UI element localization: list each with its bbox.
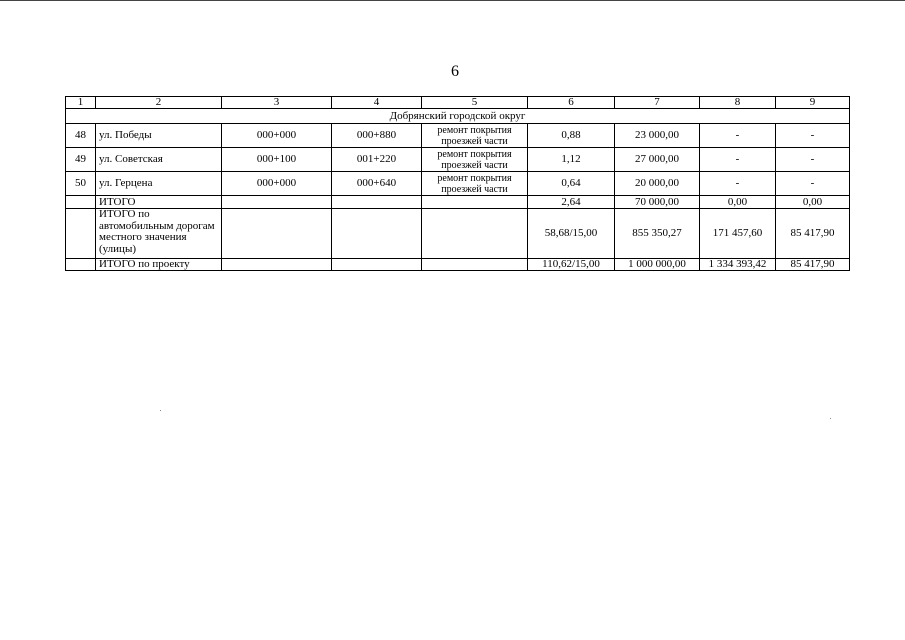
amount-value: 20 000,00	[615, 172, 700, 196]
empty-cell	[332, 209, 422, 259]
empty-cell	[222, 259, 332, 271]
length-value: 0,64	[528, 172, 615, 196]
total-roads-length: 58,68/15,00	[528, 209, 615, 259]
end-km: 000+640	[332, 172, 422, 196]
total-project-amount: 1 000 000,00	[615, 259, 700, 271]
column-number: 7	[615, 97, 700, 109]
row-number: 50	[66, 172, 96, 196]
column-number: 9	[776, 97, 850, 109]
column-number: 5	[422, 97, 528, 109]
table-row	[66, 172, 850, 196]
row-number: 49	[66, 148, 96, 172]
total-roads-row	[66, 209, 850, 259]
column-number: 6	[528, 97, 615, 109]
col8-value: -	[700, 172, 776, 196]
total-project-label: ИТОГО по проекту	[96, 259, 222, 271]
top-edge-rule	[0, 0, 905, 1]
empty-cell	[332, 259, 422, 271]
start-km: 000+000	[222, 172, 332, 196]
street-name: ул. Герцена	[96, 172, 222, 196]
empty-cell	[422, 209, 528, 259]
total-project-col8: 1 334 393,42	[700, 259, 776, 271]
total-label: ИТОГО	[96, 196, 222, 209]
col8-value: -	[700, 124, 776, 148]
section-title: Добрянский городской округ	[66, 109, 850, 124]
empty-cell	[66, 209, 96, 259]
work-type: ремонт покрытия проезжей части	[422, 172, 528, 196]
scan-speck	[160, 410, 161, 411]
road-works-table	[65, 96, 850, 271]
column-number: 8	[700, 97, 776, 109]
total-roads-label: ИТОГО по автомобильным дорогам местного значения (улицы)	[96, 209, 222, 259]
column-number: 1	[66, 97, 96, 109]
total-col8: 0,00	[700, 196, 776, 209]
col9-value: -	[776, 148, 850, 172]
empty-cell	[422, 259, 528, 271]
end-km: 001+220	[332, 148, 422, 172]
empty-cell	[422, 196, 528, 209]
col8-value: -	[700, 148, 776, 172]
section-title-row	[66, 109, 850, 124]
table-row	[66, 148, 850, 172]
street-name: ул. Советская	[96, 148, 222, 172]
empty-cell	[66, 196, 96, 209]
empty-cell	[66, 259, 96, 271]
empty-cell	[222, 196, 332, 209]
page-number: 6	[451, 63, 459, 80]
scan-speck	[830, 418, 831, 419]
amount-value: 27 000,00	[615, 148, 700, 172]
total-project-col9: 85 417,90	[776, 259, 850, 271]
total-row	[66, 196, 850, 209]
total-roads-amount: 855 350,27	[615, 209, 700, 259]
street-name: ул. Победы	[96, 124, 222, 148]
total-project-row	[66, 259, 850, 271]
table-row	[66, 124, 850, 148]
total-col9: 0,00	[776, 196, 850, 209]
total-amount: 70 000,00	[615, 196, 700, 209]
amount-value: 23 000,00	[615, 124, 700, 148]
empty-cell	[332, 196, 422, 209]
total-roads-col9: 85 417,90	[776, 209, 850, 259]
column-number: 2	[96, 97, 222, 109]
length-value: 1,12	[528, 148, 615, 172]
total-length: 2,64	[528, 196, 615, 209]
row-number: 48	[66, 124, 96, 148]
column-number: 4	[332, 97, 422, 109]
work-type: ремонт покрытия проезжей части	[422, 124, 528, 148]
end-km: 000+880	[332, 124, 422, 148]
col9-value: -	[776, 172, 850, 196]
column-number: 3	[222, 97, 332, 109]
col9-value: -	[776, 124, 850, 148]
total-project-length: 110,62/15,00	[528, 259, 615, 271]
empty-cell	[222, 209, 332, 259]
column-number-header	[66, 97, 850, 109]
start-km: 000+100	[222, 148, 332, 172]
length-value: 0,88	[528, 124, 615, 148]
total-roads-col8: 171 457,60	[700, 209, 776, 259]
work-type: ремонт покрытия проезжей части	[422, 148, 528, 172]
start-km: 000+000	[222, 124, 332, 148]
